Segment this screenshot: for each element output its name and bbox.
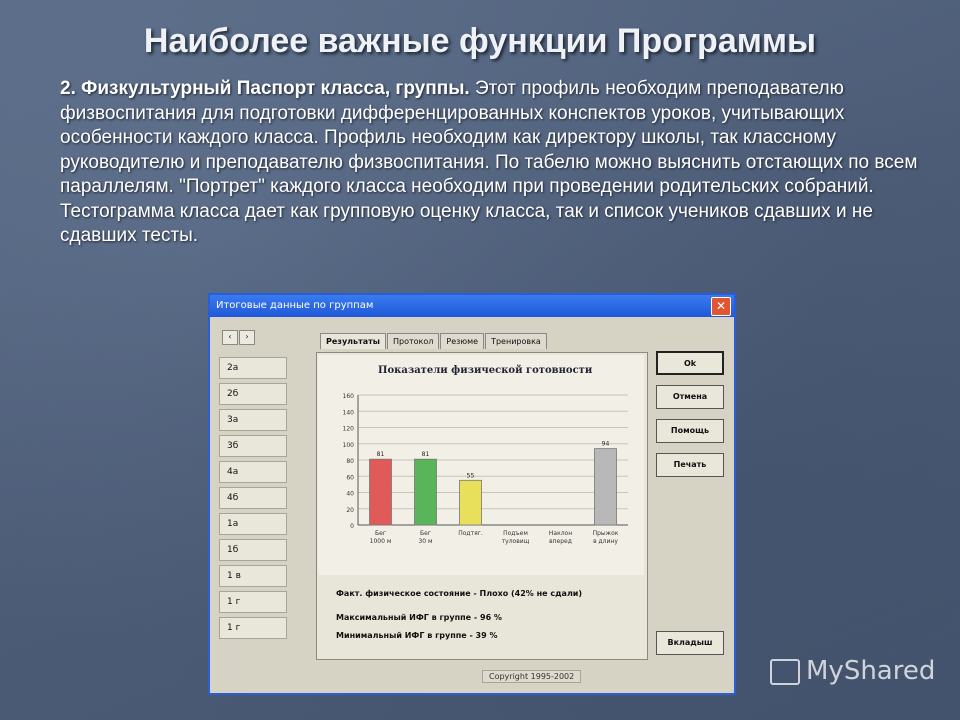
group-item[interactable]: 1б xyxy=(219,539,287,561)
prev-arrow-button[interactable]: ‹ xyxy=(222,330,238,345)
group-item[interactable]: 3а xyxy=(219,409,287,431)
x-tick-label: Наклон xyxy=(548,530,573,537)
bar xyxy=(595,449,617,525)
tab-bar xyxy=(320,333,548,349)
cancel-button[interactable]: Отмена xyxy=(656,385,724,409)
group-item[interactable]: 2б xyxy=(219,383,287,405)
data-label: 55 xyxy=(466,472,475,480)
group-item[interactable]: 1а xyxy=(219,513,287,535)
fitness-chart xyxy=(318,355,644,575)
watermark-text: MyShared xyxy=(806,656,936,686)
y-tick-label: 0 xyxy=(350,523,354,530)
y-tick-label: 20 xyxy=(346,506,354,514)
bar xyxy=(460,480,482,525)
x-tick-label: вперед xyxy=(549,538,572,545)
x-tick-label: 1000 м xyxy=(369,538,392,545)
y-tick-label: 120 xyxy=(342,425,354,433)
attachment-button[interactable]: Вкладыш xyxy=(656,631,724,655)
data-label: 81 xyxy=(376,451,385,459)
y-tick-label: 160 xyxy=(342,393,354,400)
group-item[interactable]: 1 г xyxy=(219,591,287,613)
x-tick-label: 30 м xyxy=(418,538,433,545)
x-tick-label: Бег xyxy=(375,530,386,537)
body-heading: 2. Физкультурный Паспорт класса, группы. xyxy=(60,78,470,99)
dialog-titlebar xyxy=(210,295,734,317)
y-tick-label: 100 xyxy=(342,441,354,449)
y-tick-label: 80 xyxy=(346,458,354,465)
close-button[interactable]: ✕ xyxy=(711,297,731,316)
dialog-title: Итоговые данные по группам xyxy=(216,300,374,311)
bar xyxy=(370,459,392,525)
tab-1[interactable]: Протокол xyxy=(387,333,439,349)
x-tick-label: в длину xyxy=(593,538,618,545)
bar xyxy=(415,459,437,525)
stat-min-ifg: Минимальный ИФГ в группе - 39 % xyxy=(336,631,498,640)
x-tick-label: туловищ xyxy=(501,538,530,545)
x-tick-label: Прыжок xyxy=(592,530,619,537)
slide-body-text xyxy=(60,77,920,249)
tab-0[interactable]: Результаты xyxy=(320,333,386,349)
group-nav xyxy=(222,330,256,345)
chart-svg xyxy=(318,355,644,575)
y-tick-label: 40 xyxy=(346,490,354,498)
help-button[interactable]: Помощь xyxy=(656,419,724,443)
slide-title: Наиболее важные функции Программы xyxy=(143,22,817,60)
group-item[interactable]: 4а xyxy=(219,461,287,483)
group-item[interactable]: 4б xyxy=(219,487,287,509)
myshared-logo-icon xyxy=(770,659,800,685)
y-tick-label: 60 xyxy=(346,474,354,482)
copyright: Copyright 1995-2002 xyxy=(482,670,581,683)
next-arrow-button[interactable]: › xyxy=(239,330,255,345)
stat-max-ifg: Максимальный ИФГ в группе - 96 % xyxy=(336,613,502,622)
x-tick-label: Подтяг. xyxy=(458,530,483,537)
group-item[interactable]: 1 г xyxy=(219,617,287,639)
x-tick-label: Подъем xyxy=(503,530,528,537)
group-item[interactable]: 1 в xyxy=(219,565,287,587)
tab-2[interactable]: Резюме xyxy=(440,333,484,349)
group-item[interactable]: 3б xyxy=(219,435,287,457)
x-tick-label: Бег xyxy=(420,530,431,537)
group-item[interactable]: 2а xyxy=(219,357,287,379)
ok-button[interactable]: Ok xyxy=(656,351,724,375)
tab-3[interactable]: Тренировка xyxy=(485,333,547,349)
y-tick-label: 140 xyxy=(342,409,354,417)
watermark xyxy=(770,656,935,686)
stat-actual-state: Факт. физическое состояние - Плохо (42% не сдали) xyxy=(336,589,583,598)
data-label: 94 xyxy=(601,440,610,448)
results-dialog xyxy=(208,293,736,695)
chart-title: Показатели физической готовности xyxy=(378,365,593,376)
group-list xyxy=(219,357,287,643)
data-label: 81 xyxy=(421,451,430,459)
print-button[interactable]: Печать xyxy=(656,453,724,477)
body-paragraph: Этот профиль необходим преподавателю физвоспитания для подготовки дифференцированных конспектов уроков, учитывающих особенности каждого класса. Профиль необходим как директору школы, так классному руководителю и преподавателю физвоспитания. По табелю можно выяснить отстающих по всем параллелям. "Портрет" каждого класса необходим при проведении родительских собраний. Тестограмма класса дает как групповую оценку класса, так и список учеников сдавших и не сдавших тесты. xyxy=(60,78,918,246)
